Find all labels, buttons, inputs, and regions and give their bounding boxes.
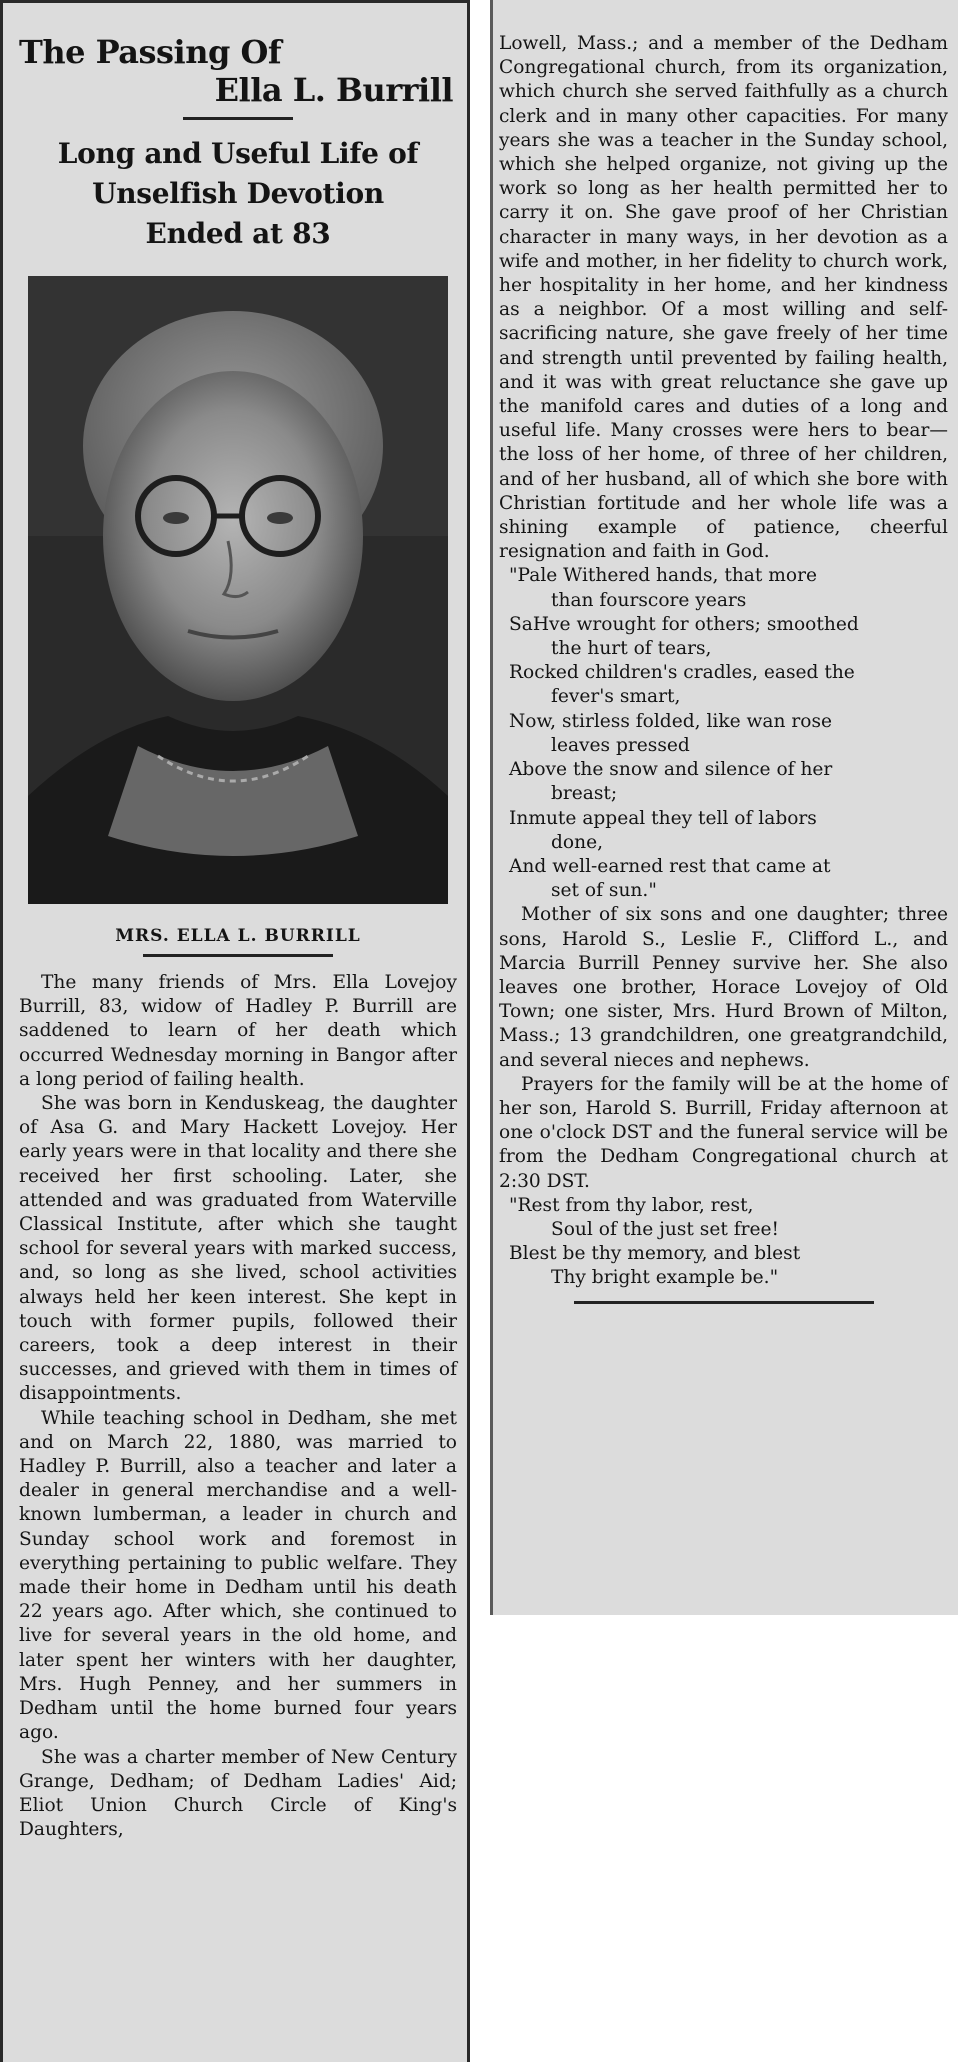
poem-line: "Rest from thy labor, rest,: [509, 1194, 754, 1216]
poem-line: SaHve wrought for others; smoothed: [509, 613, 859, 635]
paragraph-survivors: Mother of six sons and one daughter; three sons, Harold S., Leslie F., Clifford L., and Marcia Burrill Penney survive her. She also leaves one brother, Horace Lovejoy of Old Town; one sister, Mrs. Hurd Brown of Milton, Mass.; 13 grandchildren, one greatgrandchild, and several nieces and nephews.: [499, 904, 948, 1071]
right-article-body: [499, 32, 948, 564]
poem-line: Blest be thy memory, and blest: [509, 1243, 801, 1265]
paragraph-marriage: While teaching school in Dedham, she met and on March 22, 1880, was married to Hadley P. Burrill, also a teacher and later a dealer in general merchandise and a well-known lumberman, a leader in church and Sunday school work and foremost in everything pertaining to public welfare. They made their home in Dedham until his death 22 years ago. After which, she continued to live for several years in the old home, and later spent her winters with her daughter, Mrs. Hugh Penney, and her summers in Dedham until the home burned four years ago.: [19, 1407, 457, 1744]
right-column: [490, 0, 958, 1615]
poem-line: Above the snow and silence of her: [509, 759, 833, 781]
poem-line: fever's smart,: [551, 686, 681, 708]
poem-line: set of sun.": [551, 880, 657, 902]
poem-rest-from-labor: [499, 1194, 948, 1291]
portrait-illustration: [28, 276, 448, 904]
left-column: [0, 0, 470, 2062]
poem-line: Now, stirless folded, like wan rose: [509, 710, 833, 732]
headline-line-2: Ella L. Burrill: [214, 71, 453, 109]
poem-line: leaves pressed: [551, 734, 690, 756]
poem-line: Thy bright example be.": [551, 1267, 779, 1289]
right-article-body-continued: [499, 903, 948, 1193]
poem-line: than fourscore years: [551, 589, 747, 611]
paragraph-early-life: She was born in Kenduskeag, the daughter of Asa G. and Mary Hackett Lovejoy. Her early years were in that locality and there she received her first schooling. Later, she attended and was graduated from Waterville Classical Institute, after which she taught school for several years with marked success, and, so long as she lived, school activities always held her keen interest. She kept in touch with former pupils, followed their careers, took a deep interest in their successes, and grieved with them in times of disappointments.: [19, 1093, 457, 1405]
poem-line: the hurt of tears,: [551, 638, 712, 660]
subheadline-line-1: Long and Useful Life of: [57, 137, 419, 170]
poem-pale-hands: [499, 564, 948, 903]
poem-line: done,: [551, 831, 603, 853]
paragraph-services: Prayers for the family will be at the home of her son, Harold S. Burrill, Friday afternoon at one o'clock DST and the funeral service will be from the Dedham Congregational church at 2:30 DST.: [499, 1073, 948, 1192]
poem-line: And well-earned rest that came at: [509, 855, 831, 877]
subheadline-line-3: Ended at 83: [145, 217, 331, 250]
headline-line-1: The Passing Of: [19, 33, 282, 71]
poem-line: Soul of the just set free!: [551, 1218, 779, 1240]
headline-divider: [183, 117, 293, 120]
paragraph-announcement: The many friends of Mrs. Ella Lovejoy Burrill, 83, widow of Hadley P. Burrill are saddened to learn of her death which occurred Wednesday morning in Bangor after a long period of failing health.: [19, 972, 457, 1090]
subheadline-line-2: Unselfish Devotion: [92, 177, 384, 210]
poem-line: Rocked children's cradles, eased the: [509, 662, 855, 684]
poem-line: breast;: [551, 783, 618, 805]
caption-divider: [143, 954, 333, 957]
portrait-photo: [28, 276, 448, 904]
paragraph-church-service: Lowell, Mass.; and a member of the Dedham Congregational church, from its organization, which church she served faithfully as a church clerk and in many other capacities. For many years she was a teacher in the Sunday school, which she helped organize, not giving up the work so long as her health permitted her to carry it on. She gave proof of her Christian character in many ways, in her devotion as a wife and mother, in her fidelity to church work, her hospitality in her home, and her kindness as a neighbor. Of a most willing and self-sacrificing nature, she gave freely of her time and strength until prevented by failing health, and it was with great reluctance she gave up the manifold cares and duties of a long and useful life. Many crosses were hers to bear—the loss of her home, of three of her children, and of her husband, all of which she bore with Christian fortitude and her whole life was a shining example of patience, cheerful resignation and faith in God.: [499, 33, 948, 563]
paragraph-memberships: She was a charter member of New Century Grange, Dedham; of Dedham Ladies' Aid; Eliot Union Church Circle of King's Daughters,: [19, 1746, 457, 1841]
article-end-rule: [574, 1301, 874, 1304]
left-article-body: [19, 971, 457, 1842]
poem-line: "Pale Withered hands, that more: [509, 565, 817, 587]
photo-caption: MRS. ELLA L. BURRILL: [115, 926, 361, 946]
poem-line: Inmute appeal they tell of labors: [509, 807, 817, 829]
